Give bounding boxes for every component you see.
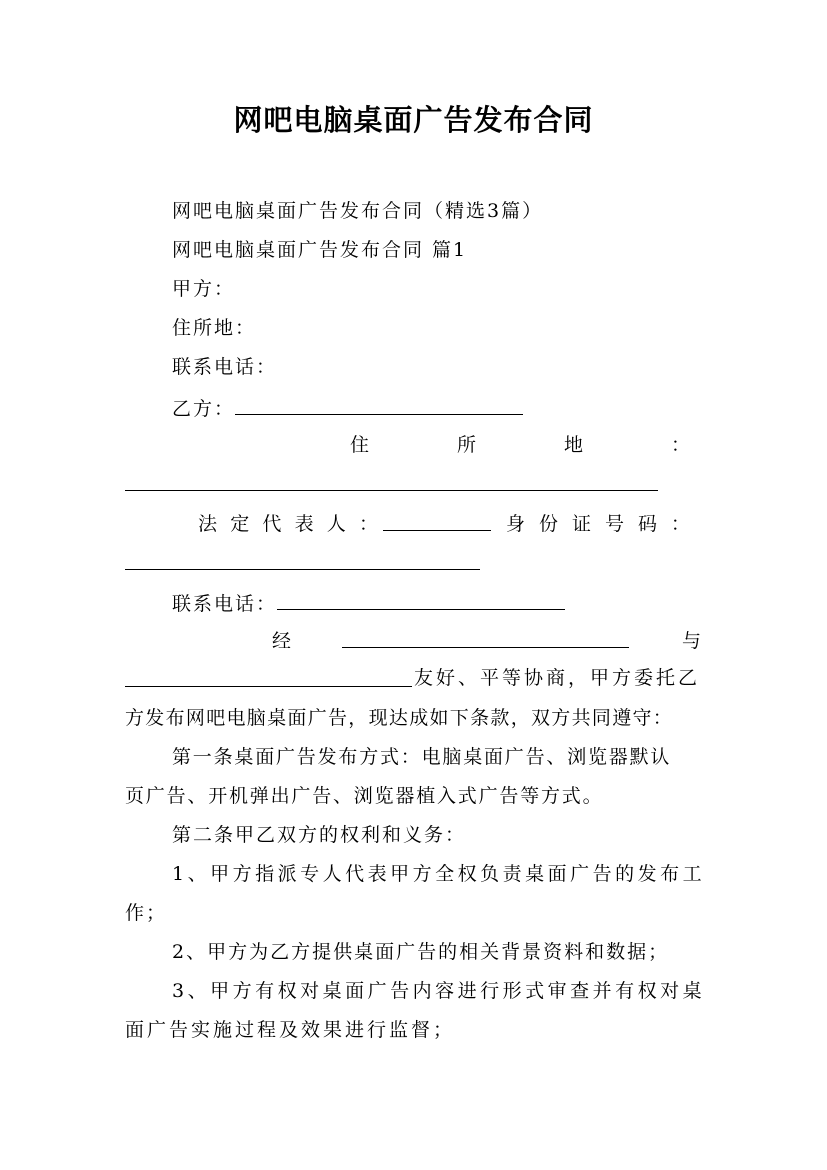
phone-line-2: [172, 590, 565, 617]
id-number-label: [506, 511, 690, 537]
clause-1-line-1: 第一条桌面广告发布方式：电脑桌面广告、浏览器默认: [172, 746, 672, 768]
document-subtitle: 网吧电脑桌面广告发布合同（精选3篇）: [172, 200, 544, 222]
clause-2-heading: 第二条甲乙双方的权利和义务：: [172, 824, 467, 846]
via-label: 经: [272, 630, 294, 652]
party-a-label: 甲方：: [172, 278, 236, 300]
rep-char: 代: [262, 513, 282, 535]
id-char: 身: [506, 513, 526, 535]
clause-1-line-2: 页广告、开机弹出广告、浏览器植入式广告等方式。: [125, 785, 604, 807]
id-char: 证: [571, 513, 591, 535]
rep-char: 法: [198, 513, 218, 535]
id-char: 码: [637, 513, 657, 535]
legal-rep-label: [198, 511, 378, 537]
id-char: ：: [670, 513, 690, 535]
legal-rep-blank: [383, 530, 491, 531]
phone-blank-2: [277, 590, 565, 610]
party-b-label: 乙方：: [172, 398, 236, 420]
id-number-blank: [125, 569, 480, 570]
via-blank: [342, 647, 629, 648]
address-char: 所: [456, 434, 476, 456]
address-char: 地: [563, 434, 583, 456]
party-b-blank: [235, 395, 523, 415]
item-2: 2、甲方为乙方提供桌面广告的相关背景资料和数据；: [172, 941, 670, 963]
rep-char: ：: [358, 513, 378, 535]
item-1-line-1: 1、甲方指派专人代表甲方全权负责桌面广告的发布工: [172, 863, 706, 885]
rep-char: 人: [326, 513, 346, 535]
party-b-address-blank: [125, 490, 658, 491]
item-3-line-2: 面广告实施过程及效果进行监督；: [125, 1019, 456, 1041]
negotiation-tail: 友好、平等协商，甲方委托乙: [414, 667, 701, 689]
party-b-line: [172, 395, 523, 422]
id-char: 号: [604, 513, 624, 535]
document-title: 网吧电脑桌面广告发布合同: [233, 103, 594, 137]
address-char: 住: [350, 434, 370, 456]
rep-char: 定: [230, 513, 250, 535]
phone-label-2: 联系电话：: [172, 593, 278, 615]
address-char: ：: [670, 434, 690, 456]
phone-label: 联系电话：: [172, 356, 278, 378]
item-1-line-2: 作；: [125, 902, 168, 924]
item-3-line-1: 3、甲方有权对桌面广告内容进行形式审查并有权对桌: [172, 980, 706, 1002]
and-label: 与: [682, 630, 704, 652]
rep-char: 表: [294, 513, 314, 535]
party-blank: [125, 686, 412, 687]
negotiation-line-2: 方发布网吧电脑桌面广告，现达成如下条款，双方共同遵守：: [125, 707, 674, 729]
part-heading: 网吧电脑桌面广告发布合同 篇1: [172, 239, 468, 261]
party-b-address-row: [350, 432, 690, 458]
address-label: 住所地：: [172, 317, 257, 339]
id-char: 份: [538, 513, 558, 535]
